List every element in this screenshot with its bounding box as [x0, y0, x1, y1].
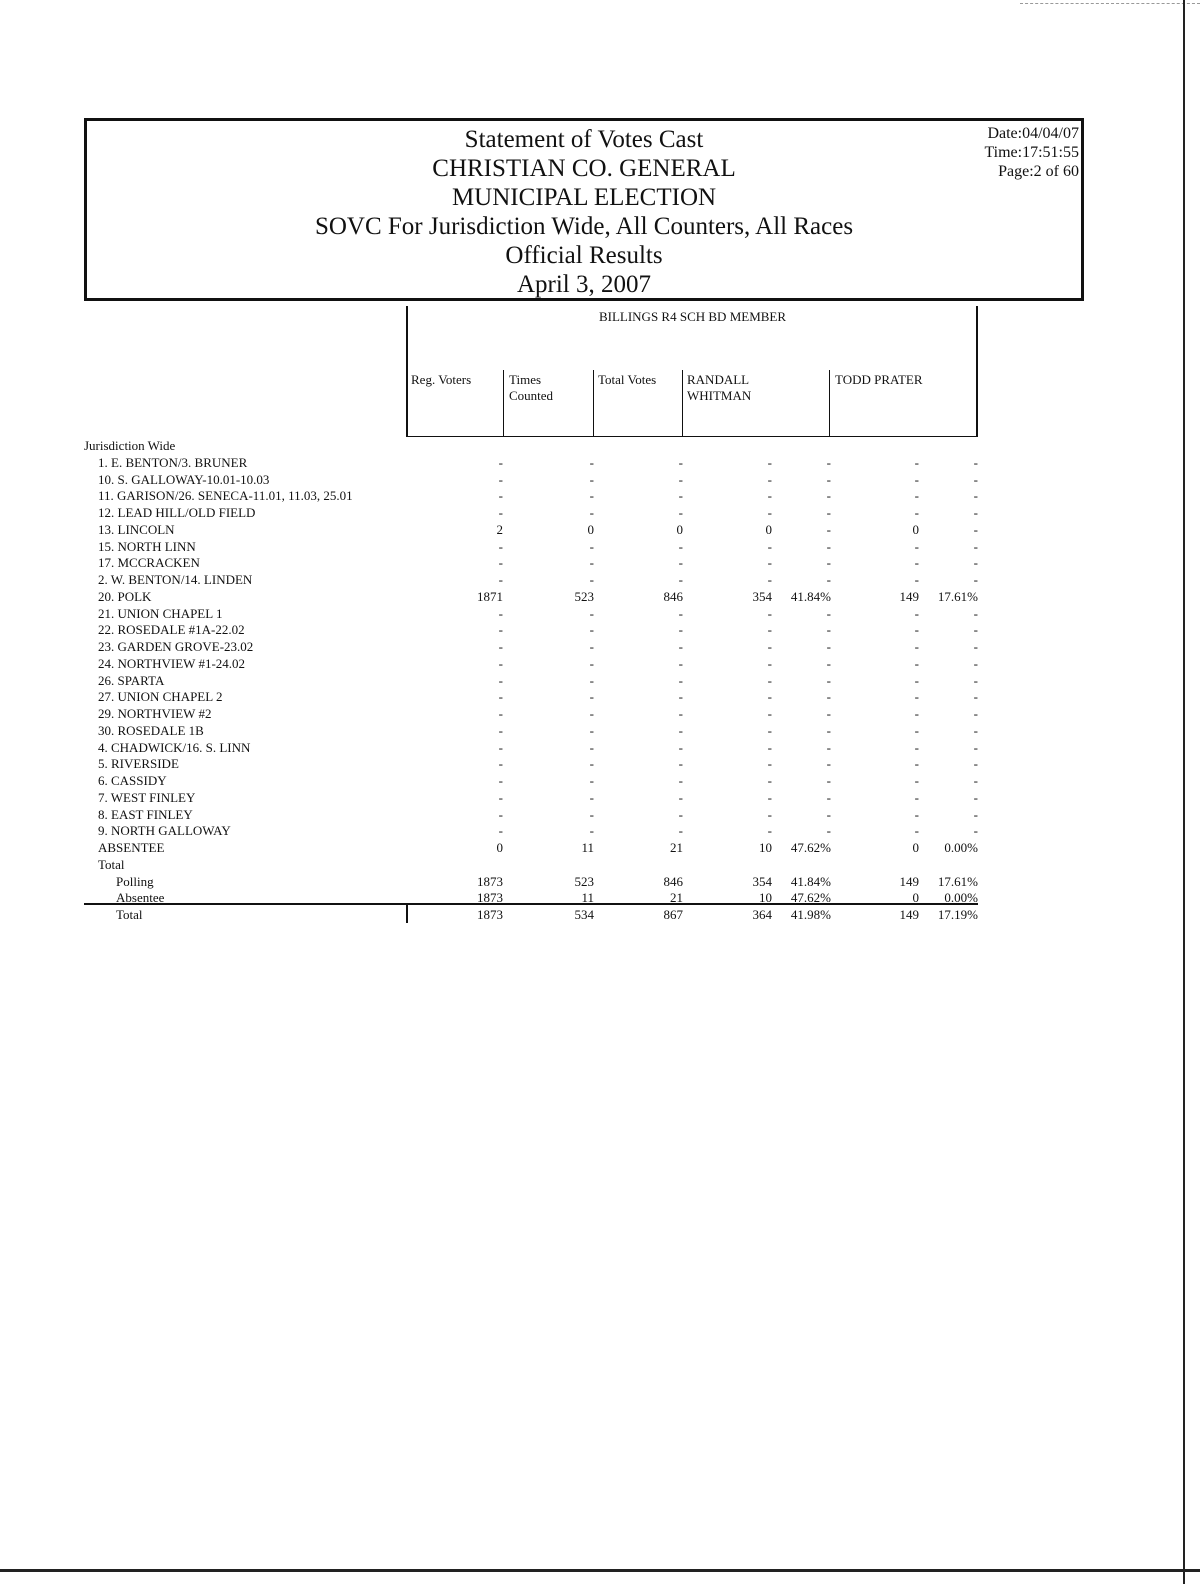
- column-divider: [976, 306, 978, 437]
- row-label: Total: [98, 856, 125, 872]
- candidate-name-line: WHITMAN: [687, 388, 752, 403]
- cell-whitman-pct: 41.84%: [790, 873, 831, 889]
- cell-total-votes: -: [678, 789, 683, 805]
- title-line: April 3, 2007: [516, 271, 652, 298]
- cell-prater-votes: -: [914, 773, 919, 788]
- cell-total-votes: -: [678, 471, 683, 487]
- cell-prater-votes: -: [914, 722, 919, 738]
- row-label: ABSENTEE: [98, 840, 165, 855]
- cell-whitman-pct: -: [826, 521, 831, 537]
- report-time: Time:17:51:55: [984, 144, 1079, 161]
- cell-reg-voters: -: [498, 538, 503, 554]
- cell-reg-voters: -: [498, 454, 503, 470]
- cell-prater-pct: -: [973, 622, 978, 638]
- cell-whitman-pct: -: [826, 672, 831, 688]
- report-title: [87, 125, 1081, 299]
- cell-total-votes: -: [678, 756, 683, 772]
- cell-reg-voters: -: [498, 706, 503, 721]
- cell-reg-voters: -: [498, 756, 503, 772]
- header-underline: [406, 436, 978, 437]
- cell-prater-pct: -: [973, 454, 978, 470]
- cell-prater-pct: -: [973, 639, 978, 654]
- col-times-counted-line: Counted: [509, 388, 554, 403]
- row-label: 13. LINCOLN: [98, 521, 175, 537]
- cell-prater-votes: -: [914, 572, 919, 587]
- cell-whitman-pct: -: [826, 488, 831, 504]
- cell-whitman-votes: -: [767, 706, 772, 721]
- cell-total-votes: 867: [663, 907, 683, 922]
- row-label: 2. W. BENTON/14. LINDEN: [98, 572, 253, 587]
- cell-prater-votes: -: [914, 789, 919, 805]
- row-label: 30. ROSEDALE 1B: [98, 722, 204, 738]
- cell-whitman-votes: -: [767, 538, 772, 554]
- cell-total-votes: -: [678, 739, 683, 755]
- cell-times-counted: -: [589, 505, 594, 520]
- col-reg-voters: Reg. Voters: [411, 372, 472, 387]
- cell-prater-votes: 0: [912, 840, 919, 855]
- cell-total-votes: -: [678, 689, 683, 705]
- cell-whitman-votes: 354: [752, 588, 772, 604]
- cell-prater-votes: 149: [899, 873, 919, 889]
- cell-reg-voters: -: [498, 789, 503, 805]
- row-label: 27. UNION CHAPEL 2: [98, 689, 223, 705]
- cell-prater-pct: -: [973, 505, 978, 520]
- row-label: 8. EAST FINLEY: [98, 806, 193, 822]
- cell-whitman-votes: -: [767, 488, 772, 504]
- row-label: 22. ROSEDALE #1A-22.02: [98, 622, 245, 638]
- title-line: Official Results: [505, 242, 663, 269]
- cell-times-counted: -: [589, 454, 594, 470]
- cell-whitman-votes: -: [767, 823, 772, 839]
- cell-whitman-pct: -: [826, 806, 831, 822]
- cell-reg-voters: -: [498, 773, 503, 788]
- cell-prater-pct: -: [973, 538, 978, 554]
- row-label: 11. GARISON/26. SENECA-11.01, 11.03, 25.01: [98, 488, 353, 504]
- cell-prater-pct: 0.00%: [944, 890, 978, 906]
- cell-total-votes: -: [678, 572, 683, 587]
- cell-whitman-pct: -: [826, 454, 831, 470]
- candidate-name-line: RANDALL: [687, 372, 750, 387]
- cell-reg-voters: 1873: [477, 907, 503, 922]
- row-label: 6. CASSIDY: [98, 773, 167, 788]
- cell-times-counted: -: [589, 572, 594, 587]
- row-label: 20. POLK: [98, 588, 152, 604]
- cell-prater-votes: -: [914, 605, 919, 621]
- cell-times-counted: -: [589, 538, 594, 554]
- cell-whitman-votes: -: [767, 806, 772, 822]
- cell-whitman-votes: -: [767, 555, 772, 571]
- cell-total-votes: -: [678, 555, 683, 571]
- row-label: Total: [116, 907, 143, 922]
- cell-whitman-pct: -: [826, 471, 831, 487]
- cell-prater-pct: -: [973, 706, 978, 721]
- cell-prater-pct: 17.61%: [937, 873, 978, 889]
- cell-times-counted: -: [589, 806, 594, 822]
- cell-prater-votes: -: [914, 639, 919, 654]
- cell-times-counted: -: [589, 639, 594, 654]
- row-label: 5. RIVERSIDE: [98, 756, 179, 772]
- cell-whitman-votes: -: [767, 689, 772, 705]
- cell-times-counted: -: [589, 773, 594, 788]
- cell-prater-pct: 17.19%: [937, 907, 978, 922]
- cell-total-votes: -: [678, 655, 683, 671]
- row-label: Absentee: [116, 890, 165, 906]
- cell-reg-voters: -: [498, 471, 503, 487]
- cell-reg-voters: -: [498, 639, 503, 654]
- cell-prater-votes: -: [914, 622, 919, 638]
- cell-prater-pct: -: [973, 521, 978, 537]
- cell-prater-votes: -: [914, 488, 919, 504]
- cell-prater-pct: -: [973, 572, 978, 587]
- row-label: 17. MCCRACKEN: [98, 555, 200, 571]
- title-line: SOVC For Jurisdiction Wide, All Counters, All Races: [314, 213, 854, 240]
- cell-whitman-votes: 364: [752, 907, 772, 922]
- cell-prater-votes: 149: [899, 907, 919, 922]
- cell-prater-votes: 0: [912, 521, 919, 537]
- column-divider: [682, 370, 683, 437]
- cell-prater-pct: -: [973, 756, 978, 772]
- cell-whitman-pct: -: [826, 739, 831, 755]
- cell-times-counted: -: [589, 706, 594, 721]
- cell-whitman-votes: 10: [759, 840, 772, 855]
- cell-reg-voters: -: [498, 555, 503, 571]
- cell-whitman-pct: 41.84%: [790, 588, 831, 604]
- cell-reg-voters: 0: [496, 840, 503, 855]
- row-label: Polling: [116, 873, 154, 889]
- cell-total-votes: 0: [676, 521, 683, 537]
- row-label: 10. S. GALLOWAY-10.01-10.03: [98, 471, 270, 487]
- title-line: Statement of Votes Cast: [464, 126, 704, 153]
- cell-prater-pct: -: [973, 488, 978, 504]
- race-title: BILLINGS R4 SCH BD MEMBER: [598, 309, 787, 324]
- report-page: Page:2 of 60: [998, 163, 1079, 180]
- cell-total-votes: -: [678, 538, 683, 554]
- cell-total-votes: 846: [663, 873, 683, 889]
- cell-whitman-pct: -: [826, 622, 831, 638]
- cell-reg-voters: -: [498, 739, 503, 755]
- cell-prater-pct: -: [973, 806, 978, 822]
- cell-whitman-pct: -: [826, 572, 831, 587]
- col-times-counted-line: Times: [509, 372, 542, 387]
- cell-reg-voters: -: [498, 605, 503, 621]
- cell-whitman-pct: -: [826, 538, 831, 554]
- cell-times-counted: -: [589, 605, 594, 621]
- cell-whitman-votes: -: [767, 471, 772, 487]
- cell-total-votes: -: [678, 722, 683, 738]
- cell-whitman-pct: -: [826, 706, 831, 721]
- cell-prater-votes: 149: [899, 588, 919, 604]
- row-label: 21. UNION CHAPEL 1: [98, 605, 223, 621]
- cell-reg-voters: -: [498, 655, 503, 671]
- cell-total-votes: -: [678, 806, 683, 822]
- cell-reg-voters: -: [498, 488, 503, 504]
- row-label: 1. E. BENTON/3. BRUNER: [98, 454, 248, 470]
- cell-prater-votes: -: [914, 538, 919, 554]
- cell-prater-votes: -: [914, 689, 919, 705]
- cell-prater-pct: -: [973, 789, 978, 805]
- report-date: Date:04/04/07: [987, 125, 1079, 142]
- row-label: 12. LEAD HILL/OLD FIELD: [98, 505, 256, 520]
- cell-whitman-votes: -: [767, 756, 772, 772]
- cell-times-counted: -: [589, 672, 594, 688]
- cell-times-counted: -: [589, 622, 594, 638]
- cell-whitman-votes: 0: [765, 521, 772, 537]
- cell-prater-votes: -: [914, 756, 919, 772]
- cell-prater-votes: -: [914, 706, 919, 721]
- scan-edge-mark: [1020, 3, 1200, 4]
- cell-prater-pct: -: [973, 823, 978, 839]
- report-meta: [984, 124, 1079, 181]
- row-label: 15. NORTH LINN: [98, 538, 196, 554]
- col-total-votes: Total Votes: [598, 372, 657, 387]
- cell-whitman-pct: -: [826, 689, 831, 705]
- cell-whitman-votes: -: [767, 739, 772, 755]
- cell-total-votes: -: [678, 622, 683, 638]
- report-header: [84, 118, 1084, 301]
- cell-times-counted: 11: [581, 890, 594, 906]
- cell-times-counted: -: [589, 756, 594, 772]
- cell-total-votes: 21: [670, 890, 683, 906]
- cell-reg-voters: -: [498, 722, 503, 738]
- cell-whitman-votes: -: [767, 773, 772, 788]
- cell-whitman-votes: -: [767, 672, 772, 688]
- cell-total-votes: -: [678, 505, 683, 520]
- cell-reg-voters: -: [498, 806, 503, 822]
- cell-prater-pct: -: [973, 773, 978, 788]
- cell-prater-pct: -: [973, 555, 978, 571]
- row-label: 7. WEST FINLEY: [98, 789, 196, 805]
- page-right-border: [1183, 0, 1185, 1584]
- cell-prater-votes: -: [914, 655, 919, 671]
- totals-tick: [406, 905, 408, 923]
- cell-whitman-votes: -: [767, 605, 772, 621]
- cell-prater-pct: -: [973, 722, 978, 738]
- cell-whitman-pct: 41.98%: [790, 907, 831, 922]
- col-times-counted: [509, 372, 553, 404]
- section-label: Jurisdiction Wide: [84, 438, 176, 453]
- cell-total-votes: -: [678, 773, 683, 788]
- cell-times-counted: 0: [587, 521, 594, 537]
- cell-times-counted: 534: [574, 907, 594, 922]
- cell-whitman-pct: -: [826, 605, 831, 621]
- cell-times-counted: -: [589, 471, 594, 487]
- cell-times-counted: 11: [581, 840, 594, 855]
- row-label: 9. NORTH GALLOWAY: [98, 823, 231, 839]
- column-divider: [593, 370, 594, 437]
- cell-whitman-votes: -: [767, 572, 772, 587]
- cell-reg-voters: -: [498, 672, 503, 688]
- row-label: 23. GARDEN GROVE-23.02: [98, 639, 254, 654]
- row-label: 24. NORTHVIEW #1-24.02: [98, 655, 246, 671]
- cell-total-votes: -: [678, 639, 683, 654]
- cell-prater-votes: -: [914, 505, 919, 520]
- cell-reg-voters: -: [498, 505, 503, 520]
- cell-total-votes: 21: [670, 840, 683, 855]
- cell-prater-pct: -: [973, 655, 978, 671]
- cell-whitman-pct: 47.62%: [790, 890, 831, 906]
- cell-prater-votes: -: [914, 454, 919, 470]
- cell-times-counted: -: [589, 655, 594, 671]
- cell-whitman-pct: -: [826, 823, 831, 839]
- cell-whitman-pct: -: [826, 722, 831, 738]
- column-divider: [406, 306, 408, 437]
- cell-prater-votes: -: [914, 555, 919, 571]
- cell-whitman-pct: -: [826, 756, 831, 772]
- cell-prater-pct: 17.61%: [937, 588, 978, 604]
- cell-prater-votes: -: [914, 672, 919, 688]
- column-divider: [503, 370, 504, 437]
- col-candidate-randall-whitman: [687, 372, 751, 404]
- page-bottom-border: [0, 1569, 1200, 1572]
- cell-prater-pct: -: [973, 689, 978, 705]
- cell-whitman-pct: -: [826, 789, 831, 805]
- cell-times-counted: 523: [574, 588, 594, 604]
- col-candidate-todd-prater: TODD PRATER: [835, 372, 923, 387]
- cell-prater-pct: -: [973, 739, 978, 755]
- cell-reg-voters: -: [498, 689, 503, 705]
- cell-whitman-votes: 10: [759, 890, 772, 906]
- cell-reg-voters: 1873: [477, 873, 503, 889]
- cell-prater-votes: 0: [912, 890, 919, 906]
- row-label: 29. NORTHVIEW #2: [98, 706, 212, 721]
- cell-reg-voters: -: [498, 572, 503, 587]
- cell-prater-pct: 0.00%: [944, 840, 978, 855]
- cell-times-counted: -: [589, 689, 594, 705]
- cell-whitman-votes: 354: [752, 873, 772, 889]
- title-line: CHRISTIAN CO. GENERAL: [432, 155, 736, 182]
- cell-prater-votes: -: [914, 823, 919, 839]
- cell-times-counted: 523: [574, 873, 594, 889]
- cell-whitman-votes: -: [767, 722, 772, 738]
- cell-prater-votes: -: [914, 739, 919, 755]
- column-divider: [829, 370, 830, 437]
- cell-total-votes: -: [678, 454, 683, 470]
- cell-whitman-pct: -: [826, 555, 831, 571]
- row-label: 4. CHADWICK/16. S. LINN: [98, 739, 251, 755]
- cell-times-counted: -: [589, 488, 594, 504]
- cell-times-counted: -: [589, 555, 594, 571]
- cell-prater-pct: -: [973, 672, 978, 688]
- cell-whitman-pct: 47.62%: [790, 840, 831, 855]
- cell-times-counted: -: [589, 739, 594, 755]
- cell-prater-pct: -: [973, 605, 978, 621]
- cell-reg-voters: 1873: [477, 890, 503, 906]
- cell-total-votes: 846: [663, 588, 683, 604]
- cell-whitman-votes: -: [767, 639, 772, 654]
- title-line: MUNICIPAL ELECTION: [451, 184, 717, 211]
- cell-whitman-votes: -: [767, 505, 772, 520]
- row-label: 26. SPARTA: [98, 672, 165, 688]
- cell-total-votes: -: [678, 823, 683, 839]
- cell-total-votes: -: [678, 488, 683, 504]
- cell-total-votes: -: [678, 605, 683, 621]
- cell-reg-voters: -: [498, 823, 503, 839]
- cell-whitman-votes: -: [767, 789, 772, 805]
- cell-whitman-pct: -: [826, 639, 831, 654]
- cell-reg-voters: 2: [496, 521, 503, 537]
- cell-whitman-pct: -: [826, 505, 831, 520]
- cell-whitman-pct: -: [826, 655, 831, 671]
- cell-whitman-votes: -: [767, 622, 772, 638]
- cell-times-counted: -: [589, 722, 594, 738]
- cell-prater-votes: -: [914, 806, 919, 822]
- cell-reg-voters: 1871: [477, 588, 503, 604]
- cell-total-votes: -: [678, 672, 683, 688]
- cell-prater-votes: -: [914, 471, 919, 487]
- cell-times-counted: -: [589, 823, 594, 839]
- cell-whitman-votes: -: [767, 454, 772, 470]
- cell-total-votes: -: [678, 706, 683, 721]
- cell-whitman-votes: -: [767, 655, 772, 671]
- cell-times-counted: -: [589, 789, 594, 805]
- cell-prater-pct: -: [973, 471, 978, 487]
- cell-whitman-pct: -: [826, 773, 831, 788]
- cell-reg-voters: -: [498, 622, 503, 638]
